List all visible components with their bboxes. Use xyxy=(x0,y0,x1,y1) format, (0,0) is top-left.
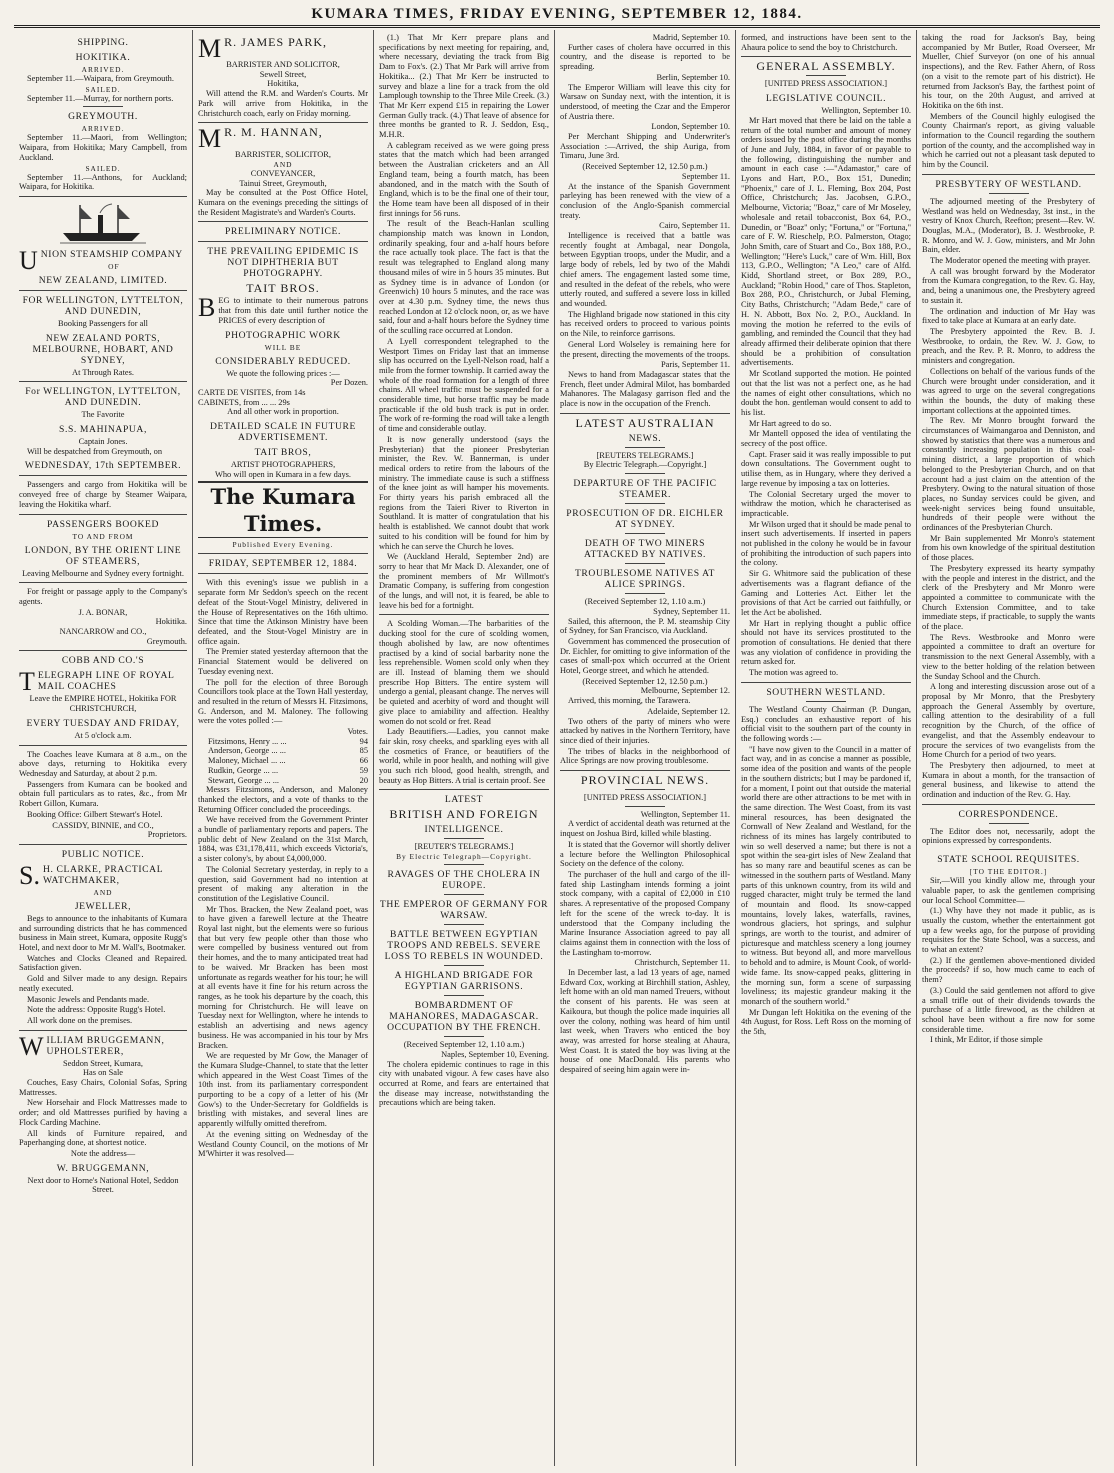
vote-row: Rudkin, George ... ... 59 xyxy=(208,765,368,775)
sailing-entry: September 11.—Anthons, for Auckland; Waipara, for Hokitika. xyxy=(19,172,187,192)
london-dateline: London, September 10. xyxy=(651,122,730,132)
article-p7: General Lord Wolseley is remaining here for the present, directing the movements of the troops. xyxy=(560,339,731,359)
article-p10: Government has commenced the prosecution of Dr. Eichler, for omitting to give information of the cases of small-pox which occurred at the Orient Hotel, George street, and which he attended. xyxy=(560,636,730,676)
article-p7: A Scolding Woman.—The barbarities of the ducking stool for the cure of scolding women, though abolished by law, are now oftentimes practised by a kind of social barbarity none the less reprehensible. Women scold only when they are ill. Instead of blaming them we should prescribe Hop Bitters. The entire system will undergo a genial, pleasant change. The nerves will be quieted and acerbity of word and thought will give place to amiability and affection. Healthy women do not scold or fret. Read xyxy=(379,619,549,726)
clarke-masonic: Masonic Jewels and Pendants made. xyxy=(27,994,150,1004)
received-time: (Received September 12, 1.10 a.m.) xyxy=(403,1040,525,1050)
will-be: WILL BE xyxy=(264,342,302,352)
to-editor: [TO THE EDITOR.] xyxy=(969,867,1048,877)
cairo-dateline: Cairo, September 11. xyxy=(659,221,730,231)
proprietors: Proprietors. xyxy=(147,830,187,840)
who-will-open: Who will open in Kumara in a few days. xyxy=(214,469,352,479)
tait-sign: TAIT BROS, xyxy=(254,447,312,459)
article-p1: Members of the Council highly eulogised the County Chairman's report, as giving valuable information to the Council regarding the southern portion of the county, and the accomplished way in which he carried out not a pleasant task deputed to him by the Council. xyxy=(922,111,1095,170)
clarke-and: AND xyxy=(93,887,113,897)
article-p9: Mr Bain supplemented Mr Monro's statement from his own knowledge of the spiritual destitution of those places. xyxy=(922,533,1095,563)
hannan-and: AND xyxy=(273,159,293,169)
article-p0: formed, and instructions have been sent to the Ahaura police to send the boy to Christchurch. xyxy=(741,33,911,52)
upa-tag: [UNITED PRESS ASSOCIATION.] xyxy=(583,793,707,803)
article-p8: News to hand from Madagascar states that the French, fleet under Admiral Milot, has bombarded Mahanores. The Malagasy garrison fled and the place is now in the occupation of the French. xyxy=(560,369,730,409)
union-of: OF xyxy=(108,261,120,271)
article-p14: A verdict of accidental death was returned at the inquest on Joshua Bird, killed while blasting. xyxy=(560,819,730,839)
votes-label: Votes. xyxy=(347,727,368,737)
article-p4: A Lyell correspondent telegraphed to the Westport Times on Friday last that an immense slip has occurred on the Lyell-Nelson road, half a mile from the former township. It carried away the whole of the road formation for a length of three chains. All wheel traffic must be suspended for a considerable time, but horse traffic may be made practicable if the old bush track is put in order. The work of re-forming the road will take a length of time and considerable outlay. xyxy=(379,336,549,434)
booking-office: Booking Office: Gilbert Stewart's Hotel. xyxy=(27,809,163,819)
article-p16: (1.) Why have they not made it public, as is usually the custom, whether the entertainment got up a few weeks ago, for the purpose of providing requisites for the State School, was a success, and to what an extent? xyxy=(922,906,1095,955)
public-notice: PUBLIC NOTICE. xyxy=(61,848,145,860)
article-p17: (2.) If the gentlemen above-mentioned divided the proceeds? if so, how much came to each of them? xyxy=(922,955,1095,985)
article-p9: Mr Hart in replying thought a public office should not have its services prostituted to the promotion of consultations. He denied that there was any violation of confidence in providing the return asked for. xyxy=(741,618,911,667)
coach-passengers: Passengers from Kumara can be booked and obtain full particulars as to rates, &c., from Mr Robert Gillon, Kumara. xyxy=(19,779,187,809)
article-p5: We have received from the Government Printer a bundle of parliamentary reports and papers. The public debt of New Zealand on the 31st March, 1884, was £31,178,411, which exceeds Victoria's, a sister colony's, by about £4,000,000. xyxy=(198,815,368,864)
article-p4: A call was brought forward by the Moderator from the Kumara congregation, to the Rev. G. Hay, and, being a unanimous one, the Presbytery agreed to sustain it. xyxy=(922,266,1095,305)
british-foreign: BRITISH AND FOREIGN xyxy=(389,807,539,822)
article-p10: The motion was agreed to. xyxy=(749,668,839,678)
general-assembly: GENERAL ASSEMBLY. xyxy=(756,59,896,74)
tait-heading: TAIT BROS. xyxy=(246,281,320,296)
brug-mattresses: New Horsehair and Flock Mattresses made to order; and old Mattresses purified by having a Flock Carding Machine. xyxy=(19,1098,187,1127)
article-p4: Mr Mantell opposed the idea of ventilating the secrecy of the post office. xyxy=(741,429,911,449)
arrival-entry: September 11.—Maori, from Wellington; Waipara, from Hokitika; Mary Campbell, from Auckland. xyxy=(19,133,187,162)
correspondence: CORRESPONDENCE. xyxy=(958,808,1059,820)
article-p16: The purchaser of the hull and cargo of the ill-fated ship Lastingham intends forming a joint stock company, with a capital of £2,000 in £10 shares. A representative of the proposed Company left for the scene of the wreck to-day. It is understood that the Company including the Marine Insurance Association agreed to pay all claims against them in connection with the loss of the Lastingham to-morrow. xyxy=(560,870,730,957)
sydney-dateline: Sydney, September 11. xyxy=(653,606,730,616)
hannan-heading: R. M. HANNAN, xyxy=(224,125,323,140)
pass-booked: PASSENGERS BOOKED xyxy=(47,518,159,530)
greymouth-heading: GREYMOUTH. xyxy=(68,111,138,123)
hannan-title: BARRISTER, SOLICITOR, xyxy=(235,150,331,160)
latest: LATEST xyxy=(444,794,484,806)
leaving: Leaving Melbourne and Sydney every fortnight. xyxy=(22,568,184,578)
sailed-label: SAILED. xyxy=(85,84,121,94)
article-p12: Two others of the party of miners who were attacked by natives in the Northern Territory, have since died of their injuries. xyxy=(560,716,730,745)
published-every-evening: Published Every Evening. xyxy=(232,540,334,550)
other-work: And all other work in proportion. xyxy=(227,407,339,417)
naples-dateline: Naples, September 10, Evening. xyxy=(441,1049,549,1059)
clarke-heading: H. CLARKE, PRACTICAL WATCHMAKER, xyxy=(42,863,163,886)
column-3 xyxy=(374,30,555,1466)
article-p2: The adjourned meeting of the Presbytery of Westland was held on Wednesday, 3st inst., in the vestry of Knox Church, Reefton; present—Rev. W. Douglas, M.A., (Moderator), B. J. Westbrooke, P. R. Monro, and W. J. Gow, ministers, and Mr John Bain, elder. xyxy=(922,196,1095,255)
arrival-entry: September 11.—Waipara, from Greymouth. xyxy=(27,74,174,83)
to-from: TO AND FROM xyxy=(72,531,134,541)
article-p1: (1.) That Mr Kerr prepare plans and specifications by next meeting for repairing, and, where necessary, deviating the track from Big Dam to Fox's. (2.) That Mr Park will arrive from Hokitika... (2.) That Mr Kerr be instructed to survey and blaze a line for a track from the old Lamplough township to the Three Mile Creek. (3.) That Mr Kerr expend £15 in repairing the Lower German Gully track. (4.) That leave of absence for three months be granted to R. J. Seddon, Esq., M.H.R. xyxy=(379,33,549,140)
article-p13: The tribes of blacks in the neighborhood of Alice Springs are now proving troublesome. xyxy=(560,746,730,766)
hokitika-heading: HOKITIKA. xyxy=(75,52,131,63)
dateline: FRIDAY, SEPTEMBER 12, 1884. xyxy=(208,558,358,570)
union-favorite: The Favorite xyxy=(81,410,125,420)
cabinets: CABINETS, from ... ... 29s xyxy=(198,397,290,407)
article-p6: The Highland brigade now stationed in this city has received orders to proceed to various points on the Nile, to reinforce garrisons. xyxy=(560,309,730,339)
clarke-watches: Watches and Clocks Cleaned and Repaired. Satisfaction given. xyxy=(19,953,187,973)
article-p11: Arrived, this morning, the Tarawera. xyxy=(568,696,691,706)
paris-dateline: Paris, September 11. xyxy=(660,360,730,370)
article-p9: The cholera epidemic continues to rage in this city with unabated vigour. A few cases have also occurred at Rome, and fears are entertained that the disease may increase, notwithstanding the precautions which are being taken. xyxy=(379,1059,549,1108)
detailed-scale: DETAILED SCALE IN FUTURE ADVERTISEMENT. xyxy=(209,421,357,444)
agent1-place: Hokitika. xyxy=(155,617,187,627)
headline-prosecution: PROSECUTION OF DR. EICHLER AT SYDNEY. xyxy=(566,508,724,531)
brug-repairs: All kinds of Furniture repaired, and Paperhanging done, at shortest notice. xyxy=(19,1128,187,1148)
wellington-dateline: Wellington, September 11. xyxy=(640,809,730,819)
artist: ARTIST PHOTOGRAPHERS, xyxy=(230,460,336,470)
article-p7: Mr Thos. Bracken, the New Zealand poet, was to have given a farewell lecture at the Theatre Royal last night, but the elements were so furious that but very few people other than those who were compelled by business ventured out from their homes, and the to many anticipated treat had to be waived. Mr Bracken has been most unfortunate as regards weather for his tour; he will at all events have it fine for his return across the ranges, as he took his departure by the coach, this morning for Christchurch. He will leave on Tuesday next for Wellington, where he intends to establish an advertising and news agency business. He was accompanied in his tour by Mrs Bracken. xyxy=(198,904,368,1050)
article-p6: The Presbytery appointed the Rev. B. J. Westbrooke, to ordain, the Rev. W. J. Gow, to preach, and the Rev. P. R. Monro, to address the ministers and congregation. xyxy=(922,326,1095,366)
union-for2: For WELLINGTON, LYTTELTON, AND DUNEDIN. xyxy=(25,386,181,409)
article-p3: The result of the Beach-Hanlan sculling championship match was known in London, ordinarily speaking, four and a-half hours before the race actually took place. The fact is that the result was telegraphed to England along many thousand miles of wire in 5 hours 35 minutes. But as Sydney time is in advance of London (or Greenwich) 10 hours 5 minutes, and the race was over at 4.30 p.m. Sydney time, the news thus reached London at 12 o'clock noon, or, as we have said, four and a-half hours before the Sydney time of the sculling race occurred at London. xyxy=(379,219,549,336)
column-4 xyxy=(555,30,736,1466)
article-p2: A cablegram received as we were going press states that the match which had been arranged between the Australian cricketers and an All England team, being a fourth match, has been abandoned, and in the match with the South of England, which is to be the final one of their tour, the Home team have been all disposed of in their first innings for 56 runs. xyxy=(379,140,549,218)
brug-name: W. BRUGGEMANN, xyxy=(56,1162,150,1174)
article-p11: The Westland County Chairman (P. Dungan, Esq.) concludes an exhaustive report of his official visit to the southern part of the county in the following words :— xyxy=(741,704,911,743)
article-p5: Intelligence is received that a battle was recently fought at Ambagal, near Dongola, between Egyptian troops, under the Mudir, and a large body of rebels, led by two of the Mahdi chief amers. The engagement lasted some time, and resulted in the defeat of the rebels, who were utterly routed, and suffered a severe loss in killed and wounded. xyxy=(560,231,730,308)
article-p13: The Presbytery then adjourned, to meet at Kumara in about a month, for the transaction of general business, and likewise to attend the ordination and induction of the Rev. G. Hay. xyxy=(922,760,1095,800)
hannan-street: Tainui Street, Greymouth, xyxy=(239,178,327,188)
article-p8: Lady Beautifiers.—Ladies, you cannot make fair skin, rosy cheeks, and sparkling eyes with all the cosmetics of France, or beautifiers of the world, while in poor health, and nothing will give you such rich blood, good health, strength, and beauty as Hop Bitters. A trial is certain proof. See xyxy=(379,727,549,785)
article-p17: In December last, a lad 13 years of age, named Edward Cox, working at Birchhill station, Ashley, left home with an old man named Treuers, without the consent of his parents. He was seen at Kaikoura, but though the police made inquiries all over the colony, nothing was heard of him until last week, when Travers who enticed the boy away, was arrested for horse stealing at Ahaura, West Coast. It is stated the boy was living at the house of one MacDonald. His parents who despaired of seeing him again were in- xyxy=(560,968,730,1075)
byline: By Electric Telegraph—Copyright. xyxy=(396,852,532,862)
article-p5: It is now generally understood (says the Presbyterian) that the pioneer Presbyterian minister, the Rev. W. Bannerman, is under medical orders to retire from the labours of the ministry. The immediate cause is such a stiffness of the knee joint as will hamper his movements. For thirty years his parish embraced all the regions from the Taieri River to Riverton in Southland. It is matter of congratulation that his health is established. We cannot doubt that work suited to his condition will be found for him by which he can serve the Church he loves. xyxy=(379,434,549,551)
adelaide-dateline: Adelaide, September 12. xyxy=(647,706,730,716)
provincial-news: PROVINCIAL NEWS. xyxy=(580,773,710,788)
steamship-icon xyxy=(58,201,148,245)
clarke-address: Note the address: Opposite Rugg's Hotel. xyxy=(27,1005,166,1015)
received-time: (Received September 12, 12.50 p.m.) xyxy=(582,162,708,172)
presbytery-heading: PRESBYTERY OF WESTLAND. xyxy=(935,178,1082,190)
received-time: (Received September 12, 12.50 p.m.) xyxy=(582,676,708,686)
bruggemann-heading: ILLIAM BRUGGEMANN, UPHOLSTERER, xyxy=(46,1034,165,1057)
state-school: STATE SCHOOL REQUISITES. xyxy=(937,854,1080,866)
upa-tag: [UNITED PRESS ASSOCIATION.] xyxy=(764,79,888,89)
article-p3: Per Merchant Shipping and Underwriter's Association :—Arrived, the ship Auriga, from Timaru, June 3rd. xyxy=(560,132,730,161)
article-p12: "I have now given to the Council in a matter of fact way, and in as concise a manner as possible, some idea of the position and wants of the people in the southern districts; but I may be pardoned if, for a moment, I point out that outside the material world there are other attractions to be met with in the same direction. The West Coast, from its vast mineral resources, has been designated the Cornwall of New Zealand and Westland, for the richness of its mines has largely contributed to win so well deserved a name; but there is not a spot within the sea-girt isles of New Zealand that has so many rare and beautiful scenes as can be witnessed in the southern parts of Westland. Many parts of this unknown country, from its wild and rugged character, might truly be termed the land of mountain and flood. Its snow-capped mountains, lovely lakes, waterfalls, ravines, wondrous glaciers, hot springs, and sulphur springs, are worth to the tourist, and admirer of picturesque and matchless scenery a long journey to witness. But beyond all, and more marvellous to behold and to admire, is Mount Cook, of world-wide fame. Its snow-capped peaks, glittering in the morning sun, form a scene of surpassing loveliness; its majestic grandeur making it the monarch of the southern world." xyxy=(741,744,911,1006)
clarke-gold: Gold and Silver made to any design. Repairs neatly executed. xyxy=(19,974,187,993)
article-p15: It is stated that the Governor will shortly deliver a lecture before the Wellington Philosophical Society on the defence of the colony. xyxy=(560,839,730,869)
intelligence: INTELLIGENCE. xyxy=(424,824,504,836)
column-6 xyxy=(917,30,1100,1466)
masthead: KUMARA TIMES, FRIDAY EVENING, SEPTEMBER 12, 1884. xyxy=(14,4,1100,28)
article-p0: taking the road for Jackson's Bay, being accompanied by Mr Butler, Road Overseer, Mr Mueller, Chief Surveyor (on one of his annual inspections), and the Rev. Father Ahern, of Ross (on a visit to the remote part of his district). He returned from Jackson's Bay, the farthest point of his tour, on the 20th August, and arrived at Hokitika on the 6th inst. xyxy=(922,33,1095,110)
article-p6: The Colonial Secretary urged the mover to withdraw the motion, which he characterised as impracticable. xyxy=(741,489,911,518)
news-label: NEWS. xyxy=(628,432,662,444)
vote-row: Anderson, George ... ... 85 xyxy=(208,746,368,756)
epidemic: THE PREVAILING EPIDEMIC IS NOT DIPHTHERIA BUT PHOTOGRAPHY. xyxy=(207,246,359,280)
article-p1: Further cases of cholera have occurred in this country, and the disease is reported to be spreading. xyxy=(560,42,730,72)
union-for: FOR WELLINGTON, LYTTELTON, AND DUNEDIN, xyxy=(22,294,184,317)
headline-death: DEATH OF TWO MINERS ATTACKED BY NATIVES. xyxy=(584,538,706,561)
article-p15: Sir,—Will you kindly allow me, through your valuable paper, to ask the gentlemen comprising our local School Committee— xyxy=(922,876,1095,905)
union-ship: S.S. MAHINAPUA, xyxy=(59,424,147,436)
brug-next: Next door to Horne's National Hotel, Seddon Street. xyxy=(27,1175,179,1195)
article-p2: The Emperor William will leave this city for Warsaw on Sunday next, with the intention, it is understood, of meeting the Czar and the Emperor of Austria there. xyxy=(560,82,730,121)
union-passengers: Passengers and cargo from Hokitika will be conveyed free of charge by Steamer Waipara, leaving the Hokitika wharf. xyxy=(19,480,187,509)
latest-australian: LATEST AUSTRALIAN xyxy=(575,415,715,430)
arrived-label: ARRIVED. xyxy=(81,65,125,74)
vote-row: Stewart, George ... ... 20 xyxy=(208,775,368,785)
article-p6: We (Auckland Herald, September 2nd) are sorry to hear that Mr Mack D. Alexander, one of the prominent members of Mr Willmott's Dramatic Company, is suffering from congestion of the lungs, and will not, it is feared, be able to leave his bed for a fortnight. xyxy=(379,552,549,610)
brug-couches: Couches, Easy Chairs, Colonial Sofas, Spring Mattresses. xyxy=(19,1078,187,1097)
park-town: Hokitika, xyxy=(267,79,299,89)
column-1: SHIPPING. HOKITIKA. ARRIVED. September 11.—Waipara, from Greymouth. SAILED. September 11.—Murray, for northern ports. GREYMOUTH. ARRIVED. September 11.—Maori, from Wellington; Waipara, from Hokitika; Mary Campbell, from Auckland. SAILED. September 11.—Anthons, for Auckland; Waipara, for Hokitika. U NION STEAMSHIP COMPANY OF NEW ZEALAND, LIMITED. FOR WELLINGTON, LYTTELTON, AND DUNEDIN, Booking Passengers for all NEW ZEALAND PORTS, MELBOURNE, HOBART, AND SYDNEY, At Through Rates. For WELLINGTON, LYTTELTON, AND DUNEDIN. The Favorite S.S. MAHINAPUA, Captain Jones. Will be despatched from Greymouth, on WEDNESDAY, 17th SEPTEMBER. Passengers and cargo from Hokitika will be conveyed free of charge by Steamer Waipara, leaving the Hokitika wharf. PASSENGERS BOOKED TO AND FROM LONDON, BY THE ORIENT LINE OF STEAMERS, Leaving Melbourne and Sydney every fortnight. For freight or passage apply to the Company's agents. J. A. BONAR, Hokitika. NANCARROW and CO., Greymouth. COBB AND CO.'S T ELEGRAPH LINE OF ROYAL MAIL COACHES Leave the EMPIRE HOTEL, Hokitika FOR CHRISTCHURCH, EVERY TUESDAY AND FRIDAY, At 5 o'clock a.m. The Coaches leave Kumara at 8 a.m., on the above days, returning to Hokitika every Wednesday and Saturday, at about 2 p.m. Passengers from Kumara can be booked and obtain full particulars as to rates, &c., from Mr Robert Gillon, Kumara. Booking Office: Gilbert Stewart's Hotel. CASSIDY, BINNIE, and CO., Proprietors. PUBLIC NOTICE. S. H. CLARKE, PRACTICAL WATCHMAKER, AND JEWELLER, Begs to announce to the inhabitants of Kumara and surrounding districts that he has commenced business in Main street, Kumara, opposite Rugg's Hotel, and next door to Mr M. Wall's, Bootmaker. Watches and Clocks Cleaned and Repaired. Satisfaction given. Gold and Silver made to any design. Repairs neatly executed. Masonic Jewels and Pendants made. Note the address: Opposite Rugg's Hotel. All work done on the premises. W ILLIAM BRUGGEMANN, UPHOLSTERER, Seddon Street, Kumara, Has on Sale Couches, Easy Chairs, Colonial Sofas, Spring Mattresses. New Horsehair and Flock Mattresses made to order; and old Mattresses purified by having a Flock Carding Machine. All kinds of Furniture repaired, and Paperhanging done, at shortest notice. Note the address— W. BRUGGEMANN, Next door to Horne's National Hotel, Seddon Street. xyxy=(14,30,193,1466)
brug-has: Has on Sale xyxy=(82,1068,123,1078)
park-title: BARRISTER AND SOLICITOR, xyxy=(226,60,340,69)
column-5 xyxy=(736,30,917,1466)
cassidy: CASSIDY, BINNIE, and CO., xyxy=(52,820,154,830)
hannan-body: May be consulted at the Post Office Hotel, Kumara on the evenings preceding the sittings of the Resident Magistrate's and Warden's Courts. xyxy=(198,188,368,217)
union-rates: At Through Rates. xyxy=(72,367,134,377)
headline-cholera: RAVAGES OF THE CHOLERA IN EUROPE. xyxy=(387,869,541,892)
union-captain: Captain Jones. xyxy=(78,437,128,447)
article-p3: The Moderator opened the meeting with prayer. xyxy=(930,256,1091,266)
agent1: J. A. BONAR, xyxy=(78,607,128,617)
wellington-dateline: Wellington, September 10. xyxy=(821,106,911,116)
agent2-place: Greymouth. xyxy=(146,636,187,646)
union-date: WEDNESDAY, 17th SEPTEMBER. xyxy=(24,460,182,472)
article-p3: Mr Hart agreed to do so. xyxy=(749,418,832,428)
reuters-tag: [REUTER'S TELEGRAMS.] xyxy=(414,842,514,852)
article-p5: Capt. Fraser said it was really impossible to put down consultations. The Government ought to utilise them, as in Hungary, where they derived a large revenue by imposing a tax on lotteries. xyxy=(741,449,911,488)
article-p2: The Premier stated yesterday afternoon that the Financial Statement would be delivered on Tuesday evening next. xyxy=(198,647,368,676)
vote-row: Fitzsimons, Henry ... ... 94 xyxy=(208,736,368,746)
clarke-premises: All work done on the premises. xyxy=(27,1015,133,1025)
melbourne-dateline: Melbourne, September 12. xyxy=(640,686,730,696)
article-p5: The ordination and induction of Mr Hay was fixed to take place at Kumara at an early date. xyxy=(922,306,1095,326)
article-p3: The poll for the election of three Borough Councillors took place at the Town Hall yesterday, and resulted in the return of Messrs H. Fitzsimons, G. Anderson, and M. Maloney. The following were the votes polled :— xyxy=(198,677,368,726)
telegraph-heading: ELEGRAPH LINE OF ROYAL MAIL COACHES xyxy=(37,670,175,693)
agent2: NANCARROW and CO., xyxy=(59,627,147,637)
photo-work: PHOTOGRAPHIC WORK xyxy=(225,329,341,341)
article-p8: We are requested by Mr Gow, the Manager of the Kumara Sludge-Channel, to state that the letter which appeared in the West Coast Times of the 10th inst. from its parliamentary correspondent purporting to be a copy of a letter of his (Mr Gow's) to the Under-Secretary for Goldfields is bristling with mistakes, and several lines are apparently wilfully omitted therefrom. xyxy=(198,1051,368,1129)
christchurch-dateline: Christchurch, September 11. xyxy=(634,958,730,968)
reduced: CONSIDERABLY REDUCED. xyxy=(215,355,351,367)
arrived-label: ARRIVED. xyxy=(81,124,125,134)
coaches: The Coaches leave Kumara at 8 a.m., on the above days, returning to Hokitika every Wednesday and Saturday, at about 2 p.m. xyxy=(19,749,187,778)
union-nz: NEW ZEALAND, LIMITED. xyxy=(38,274,168,286)
cobb-heading: COBB AND CO.'S xyxy=(61,655,145,667)
per-dozen: Per Dozen. xyxy=(330,378,368,388)
berlin-dateline: Berlin, September 10. xyxy=(656,72,730,82)
southern-westland: SOUTHERN WESTLAND. xyxy=(766,686,886,698)
tait-body: EG to intimate to their numerous patrons that from this date until further notice the PRICES of every description of xyxy=(218,296,368,325)
article-p18: (3.) Could the said gentlemen not afford to give a small trifle out of their dividends towards the purchase of a little firewood, as the children at school have been without a fire now for some considerable time. xyxy=(922,985,1095,1034)
leave-hotel: Leave the EMPIRE HOTEL, Hokitika FOR CHRISTCHURCH, xyxy=(29,694,177,714)
brug-street: Seddon Street, Kumara, xyxy=(62,1058,143,1068)
article-p11: The Revs. Westbrooke and Monro were appointed a committee to draft an overture for transmission to the next General Assembly, with a view to the better holding of the relation between the Sunday School and the Church. xyxy=(922,632,1095,681)
every-day: EVERY TUESDAY AND FRIDAY, xyxy=(26,717,180,729)
article-p6: The Colonial Secretary yesterday, in reply to a question, said Government had no intention at present of making any alteration in the constitution of the Legislative Council. xyxy=(198,864,368,903)
clarke-body: Begs to announce to the inhabitants of Kumara and surrounding districts that he has commenced business in Main street, Kumara, opposite Rugg's Hotel, and next door to Mr M. Wall's, Bootmaker. xyxy=(19,913,187,953)
article-p4: At the instance of the Spanish Government parleying has been renewed with the view of a conclusion of the Anglo-Spanish commercial treaty. xyxy=(560,181,730,220)
clarke-jeweller: JEWELLER, xyxy=(74,900,132,912)
article-p4: Messrs Fitzsimons, Anderson, and Maloney thanked the electors, and a vote of thanks to the Returning Officer concluded the proceedings. xyxy=(198,785,368,814)
union-booking: Booking Passengers for all xyxy=(57,318,149,328)
headline-highland: A HIGHLAND BRIGADE FOR EGYPTIAN GARRISONS. xyxy=(394,970,534,993)
brug-note: Note the address— xyxy=(70,1148,136,1158)
headline-bombardment: BOMBARDMENT OF MAHANORES, MADAGASCAR. OCCUPATION BY THE FRENCH. xyxy=(387,1000,541,1034)
article-p8: Sir G. Whitmore said the publication of these advertisements was a flagrant defiance of the Gaming and Lotteries Act. Either let the provisions of that Act be carried out faithfully, or let the Act be abolished. xyxy=(741,569,911,617)
article-p2: Mr Scotland supported the motion. He pointed out that the list was not a perfect one, as he had the names of eight other consultations, which no doubt the hon. gentleman would consent to add to his list. xyxy=(741,369,911,417)
park-body: Will attend the R.M. and Warden's Courts. Mr Park will arrive from Hokitika, in the Christchurch coach, early on Friday morning. xyxy=(198,89,368,118)
headline-natives: TROUBLESOME NATIVES AT ALICE SPRINGS. xyxy=(574,568,716,591)
article-p1: Mr Hart moved that there be laid on the table a return of the total number and amount of money orders issued by the post office during the months of June and July, 1884, in favor of or payable to the following, distinguishing the number and amount in each case :—"Adamastor," care of Lyons and Hart, P.O., Box 151, Dunedin; "Phoenix," care of J. L. Fleming, Box 204, Post Office, Christchurch; Jas. Jacobsen, G.P.O., Melbourne, Victoria; "Boaz," care of Mr Moseley, wholesale and retail tobacconist, Box 64, P.O., Dunedin, or "Boaz" only; "Fortuna," or "Fortuna," care of F. W. Rieschelp, P.O. Palmerston, Otago; John Smith, care of Stuart and Co., Box 188, P.O., Wellington; "Here's Luck," care of Wm. Hill, Box 113, G.P.O., Wellington; "A Leo," care of Alfd. Kidd, Shortland street, or Box 289, P.O., Auckland; "Robin Hood," care of Thos. Stapleton, Box 288, P.O., Christchurch, or Jubal Fleming, City Baths, Christchurch; "Adam Bede," care of H. N. Abbott, Box No. 2, P.O., Auckland. In moving the motion he referred to the evils of gambling, and reminded the Council that they had already affirmed their deliberate opinion that there should be a prohibition of consultation advertisements. xyxy=(741,115,911,368)
legislative-council: LEGISLATIVE COUNCIL. xyxy=(765,93,887,105)
editor-note: The Editor does not, necessarily, adopt the opinions expressed by correspondents. xyxy=(922,826,1095,846)
article-p1: With this evening's issue we publish in a separate form Mr Seddon's speech on the recent defeat of the Stout-Vogel Ministry, delivered in the House of Representatives on the 16th ultimo. Since that time the Atkinson Ministry have been defeated, and the Stout-Vogel Ministry are in office again. xyxy=(198,578,368,646)
headline-departure: DEPARTURE OF THE PACIFIC STEAMER. xyxy=(573,478,717,501)
sailing-entry: September 11.—Murray, for northern ports. xyxy=(27,93,174,103)
article-p9: At the evening sitting on Wednesday of the Westland County Council, on the motions of Mr M'Whirter it was resolved— xyxy=(198,1129,368,1159)
london-line: LONDON, BY THE ORIENT LINE OF STEAMERS, xyxy=(24,544,182,567)
article-p9: Sailed, this afternoon, the P. M. steamship City of Sydney, for San Francisco, via Auckland. xyxy=(560,616,730,636)
article-p7: Mr Wilson urged that it should be made penal to insert such advertisements. If inserted in papers not published in the colony he would be in favour of prohibiting the introduction of such papers into the colony. xyxy=(741,519,911,568)
park-street: Sewell Street, xyxy=(259,69,307,79)
sep11-dateline: September 11. xyxy=(681,171,730,181)
article-p19: I think, Mr Editor, if those simple xyxy=(930,1035,1043,1045)
article-p10: The Presbytery expressed its hearty sympathy with the people and interest in the district, and the clerk of the Presbytery and Mr Monro were appointed a committee to communicate with the Church Extension Committee, and to take immediate steps, if practicable, to supply the wants of the place. xyxy=(922,563,1095,632)
column-2: M R. JAMES PARK, BARRISTER AND SOLICITOR, Sewell Street, Hokitika, Will attend the R.M. and Warden's Courts. Mr Park will arrive from Hokitika, in the Christchurch coach, early on Friday morning. M R. M. HANNAN, BARRISTER, SOLICITOR, AND CONVEYANCER, Tainui Street, Greymouth, May be consulted at the Post Office Hotel, Kumara on the evenings preceding the sittings of the Resident Magistrate's and Warden's Courts. PRELIMINARY NOTICE. THE PREVAILING EPIDEMIC IS NOT DIPHTHERIA BUT PHOTOGRAPHY. TAIT BROS. BEG to intimate to their numerous patrons that from this date until further notice the PRICES of every description of PHOTOGRAPHIC WORK WILL BE CONSIDERABLY REDUCED. We quote the following prices :— Per Dozen. CARTE DE VISITES, from 14s CABINETS, from ... ... 29s And all other work in proportion. DETAILED SCALE IN FUTURE ADVERTISEMENT. TAIT BROS, ARTIST PHOTOGRAPHERS, Who will open in Kumara in a few days. The Kumara Times. Published Every Evening. FRIDAY, SEPTEMBER 12, 1884. With this evening's issue we publish in a separate form Mr Seddon's speech on the recent defeat of the Stout-Vogel Ministry, delivered in the House of Representatives on the 16th ultimo. Since that time the Atkinson Ministry have been defeated, and the Stout-Vogel Ministry are in office again. The Premier stated yesterday afternoon that the Financial Statement would be delivered on Tuesday evening next. The poll for the election of three Borough Councillors took place at the Town Hall yesterday, and resulted in the return of Messrs H. Fitzsimons, G. Anderson, and M. Maloney. The following were the votes polled :— Votes. Fitzsimons, Henry ... ... 94 Anderson, George ... ... 85 Maloney, Michael ... ... 66 Rudkin, George ... ... 59 Stewart, George ... ... 20 Messrs Fitzsimons, Anderson, and Maloney thanked the electors, and a vote of thanks to the Returning Officer concluded the proceedings. We have received from the Government Printer a bundle of parliamentary reports and papers. The public debt of New Zealand on the 31st March, 1884, was £31,178,411, which exceeds Victoria's, a sister colony's, by about £4,000,000. The Colonial Secretary yesterday, in reply to a question, said Government had no intention at present of making any alteration in the constitution of the Legislative Council. Mr Thos. Bracken, the New Zealand poet, was to have given a farewell lecture at the Theatre Royal last night, but the elements were so furious that but very few people other than those who were compelled by business ventured out from their homes, and the to many anticipated treat had to be waived. Mr Bracken has been most unfortunate as regards weather for his tour; he will at all events have it fine for his return across the ranges, as he took his departure by the coach, this morning for Christchurch. He will leave on Tuesday next for Wellington, where he intends to establish an advertising and news agency business. He was accompanied in his tour by Mrs Bracken. We are requested by Mr Gow, the Manager of the Kumara Sludge-Channel, to state that the letter which appeared in the West Coast Times of the 10th inst. from its parliamentary correspondent purporting to be a copy of a letter of his (Mr Gow's) to the Under-Secretary for Goldfields is bristling with mistakes, and several lines are apparently wilfully omitted therefrom. At the evening sitting on Wednesday of the Westland County Council, on the motions of Mr M'Whirter it was resolved— xyxy=(193,30,374,1466)
shipping-heading: SHIPPING. xyxy=(77,37,129,48)
byline: By Electric Telegraph.—Copyright.] xyxy=(583,460,707,470)
park-heading: R. JAMES PARK, xyxy=(224,35,328,49)
sailed-label: SAILED. xyxy=(85,163,121,173)
union-desp: Will be despatched from Greymouth, on xyxy=(27,446,163,456)
prelim-notice: PRELIMINARY NOTICE. xyxy=(224,226,342,238)
article-p7: Collections on behalf of the various funds of the Church were brought under consideration, and it was agreed to urge on the several congregations within the bounds, the duty of making these important collections at the appointed times. xyxy=(922,366,1095,415)
article-p12: A long and interesting discussion arose out of a proposal by Mr Monro, that the Presbytery approach the General Assembly by overture, calling attention to the desirability of a full recognition by the Church, of the office of evangelist, and that the Assembly endeavour to procure the services of two evangelists from the Home Church for a period of two years. xyxy=(922,682,1095,760)
received-time: (Received September 12, 1.10 a.m.) xyxy=(584,597,706,607)
hannan-conv: CONVEYANCER, xyxy=(250,168,316,178)
union-heading: NION STEAMSHIP COMPANY xyxy=(40,248,183,260)
article-p8: The Rev. Mr Monro brought forward the circumstances of Waimangaroa and Denniston, and showed by statistics that there was a numerous and constantly increasing population in this coal-mining district, a large proportion of which belonged to the Presbyterian Church, and on that account had a just claim on the attention of the Presbytery. Owing to the natural situation of those places, no Sunday services could be given, and week-night services being found unsuitable, hundreds of their people were without the ordinances of the Presbyterian Church. xyxy=(922,416,1095,533)
depart-time: At 5 o'clock a.m. xyxy=(74,730,132,740)
vote-row: Maloney, Michael ... ... 66 xyxy=(208,756,368,766)
carte: CARTE DE VISITES, from 14s xyxy=(198,387,306,397)
headline-emperor: THE EMPEROR OF GERMANY FOR WARSAW. xyxy=(379,899,549,922)
freight: For freight or passage apply to the Company's agents. xyxy=(19,587,187,606)
madrid-dateline: Madrid, September 10. xyxy=(652,33,730,42)
quote: We quote the following prices :— xyxy=(226,368,340,378)
headline-battle: BATTLE BETWEEN EGYPTIAN TROOPS AND REBELS. SEVERE LOSS TO REBELS IN WOUNDED. xyxy=(384,929,544,963)
union-ports: NEW ZEALAND PORTS, MELBOURNE, HOBART, AND SYDNEY, xyxy=(32,332,174,366)
article-p13: Mr Dungan left Hokitika on the evening of the 4th August, for Ross. Left Ross on the morning of the 5th, xyxy=(741,1007,911,1037)
reuters-tag: [REUTERS TELEGRAMS.] xyxy=(596,450,694,460)
paper-title: The Kumara Times. xyxy=(198,481,368,538)
